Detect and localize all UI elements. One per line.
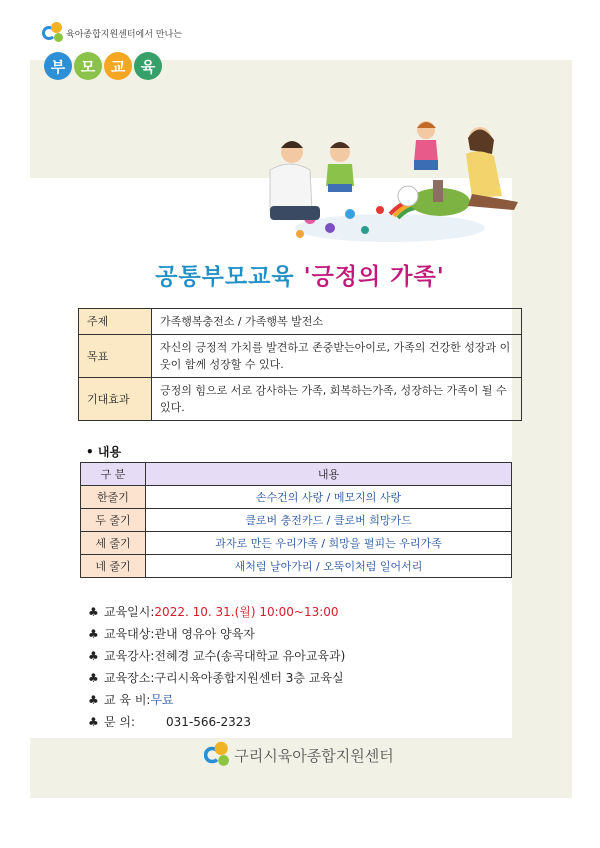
title-main: 공통부모교육 xyxy=(155,264,304,290)
detail-value: 무료 xyxy=(150,693,174,707)
detail-value: 전혜경 교수(송곡대학교 유아교육과) xyxy=(154,649,346,663)
row-label: 세 줄기 xyxy=(81,532,146,555)
row-value: 과자로 만든 우리가족 / 희망을 펼피는 우리가족 xyxy=(146,532,512,555)
club-bullet-icon: ♣ xyxy=(88,627,99,641)
title-circle: 부 xyxy=(44,52,72,80)
detail-label: 교육장소: xyxy=(104,671,155,685)
center-logo-icon xyxy=(42,22,64,44)
table-row xyxy=(79,309,522,335)
row-value: 새처럼 날아가리 / 오뚝이처럼 일어서리 xyxy=(146,555,512,578)
program-title-circles xyxy=(44,52,182,80)
header xyxy=(42,22,182,80)
detail-label: 교육일시: xyxy=(104,605,155,619)
row-label: 두 줄기 xyxy=(81,509,146,532)
title-quoted: '긍정의 가족' xyxy=(303,264,445,290)
column-header: 내용 xyxy=(146,463,512,486)
column-header: 구 분 xyxy=(81,463,146,486)
club-bullet-icon: ♣ xyxy=(88,715,99,729)
footer xyxy=(0,744,600,766)
detail-label: 문 의: xyxy=(104,715,136,729)
row-value: 손수건의 사랑 / 메모지의 사랑 xyxy=(146,486,512,509)
info-value: 가족행복충전소 / 가족행복 발전소 xyxy=(152,309,522,335)
content-table xyxy=(80,462,512,578)
club-bullet-icon: ♣ xyxy=(88,693,99,707)
detail-item xyxy=(88,667,345,689)
detail-value: 구리시육아종합지원센터 3층 교육실 xyxy=(154,671,344,685)
detail-label: 교육강사: xyxy=(104,649,155,663)
club-bullet-icon: ♣ xyxy=(88,605,99,619)
header-subtitle: 육아종합지원센터에서 만나는 xyxy=(66,29,182,40)
row-label: 한줄기 xyxy=(81,486,146,509)
detail-label: 교 육 비: xyxy=(104,693,151,707)
title-circle: 육 xyxy=(134,52,162,80)
title-circle: 모 xyxy=(74,52,102,80)
table-row xyxy=(81,532,512,555)
info-label: 주제 xyxy=(79,309,152,335)
footer-org-name: 구리시육아종합지원센터 xyxy=(234,746,394,765)
table-row xyxy=(81,555,512,578)
club-bullet-icon: ♣ xyxy=(88,671,99,685)
detail-value: 관내 영유아 양육자 xyxy=(154,627,255,641)
title-circle: 교 xyxy=(104,52,132,80)
detail-value: 031-566-2323 xyxy=(166,715,252,729)
table-row xyxy=(79,378,522,421)
content-section-title: • 내용 xyxy=(86,445,122,459)
detail-item xyxy=(88,623,345,645)
detail-item xyxy=(88,601,345,623)
detail-value: 2022. 10. 31.(월) 10:00~13:00 xyxy=(154,605,339,619)
table-row xyxy=(81,509,512,532)
table-header-row xyxy=(81,463,512,486)
info-table xyxy=(78,308,522,421)
table-row xyxy=(79,335,522,378)
family-painting-illustration xyxy=(240,110,530,250)
page-title xyxy=(0,258,600,291)
row-label: 네 줄기 xyxy=(81,555,146,578)
row-value: 클로버 충전카드 / 클로버 희망카드 xyxy=(146,509,512,532)
table-row xyxy=(81,486,512,509)
info-label: 목표 xyxy=(79,335,152,378)
club-bullet-icon: ♣ xyxy=(88,649,99,663)
info-value: 긍정의 힘으로 서로 감사하는 가족, 회복하는가족, 성장하는 가족이 될 수 있다. xyxy=(152,378,522,421)
education-details xyxy=(88,601,345,733)
detail-label: 교육대상: xyxy=(104,627,155,641)
info-label: 기대효과 xyxy=(79,378,152,421)
header-logo-row xyxy=(42,22,182,44)
detail-item xyxy=(88,711,345,733)
detail-item xyxy=(88,689,345,711)
center-logo-icon xyxy=(204,742,230,768)
detail-item xyxy=(88,645,345,667)
info-value: 자신의 긍정적 가치를 발견하고 존중받는아이로, 가족의 건강한 성장과 이웃이 함께 성장할 수 있다. xyxy=(152,335,522,378)
